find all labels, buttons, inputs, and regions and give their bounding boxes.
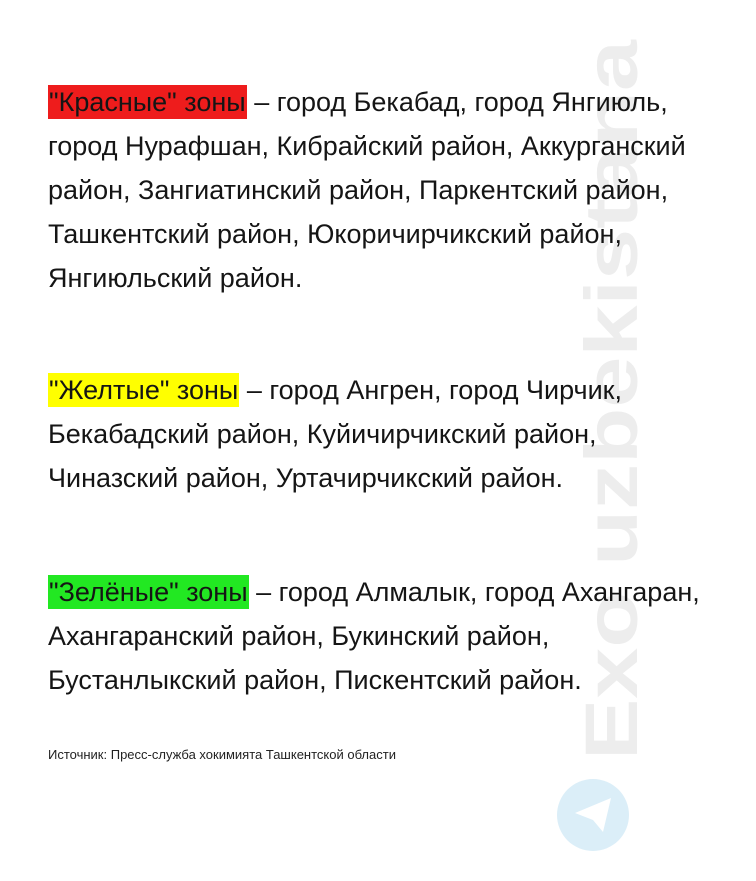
red-zones-text: – город Бекабад, город Янгиюль, [246, 87, 668, 117]
green-zones-line-1 [48, 570, 748, 614]
red-zones-line-4: Ташкентский район, Юкоричирчикский район, [48, 219, 622, 249]
red-zones-line-2: город Нурафшан, Кибрайский район, Аккурганский [48, 131, 686, 161]
green-zones-line-3: Бустанлыкский район, Пискентский район. [48, 665, 582, 695]
yellow-zones-label: "Желтые" зоны [49, 375, 239, 405]
red-zones-line-1 [48, 80, 748, 124]
yellow-zones-text: – город Ангрен, город Чирчик, [239, 375, 622, 405]
yellow-zones-block [48, 368, 748, 500]
yellow-zones-line-2: Бекабадский район, Куйичирчикский район, [48, 419, 597, 449]
source-caption: Источник: Пресс-служба хокимията Ташкентской области [48, 747, 396, 762]
green-zones-line-2: Ахангаранский район, Букинский район, [48, 621, 550, 651]
red-zones-block [48, 80, 748, 300]
yellow-zones-line-3: Чиназский район, Уртачирчикский район. [48, 463, 564, 493]
green-zones-text: – город Алмалык, город Ахангаран, [248, 577, 700, 607]
green-zones-label: "Зелёные" зоны [49, 577, 248, 607]
red-zones-label: "Красные" зоны [49, 87, 246, 117]
telegram-icon [557, 779, 629, 851]
red-zones-line-3: район, Зангиатинский район, Паркентский район, [48, 175, 669, 205]
yellow-zones-line-1 [48, 368, 748, 412]
red-zones-line-5: Янгиюльский район. [48, 263, 303, 293]
green-zones-block [48, 570, 748, 702]
watermark-text: Exo uzbekistana [570, 180, 653, 760]
